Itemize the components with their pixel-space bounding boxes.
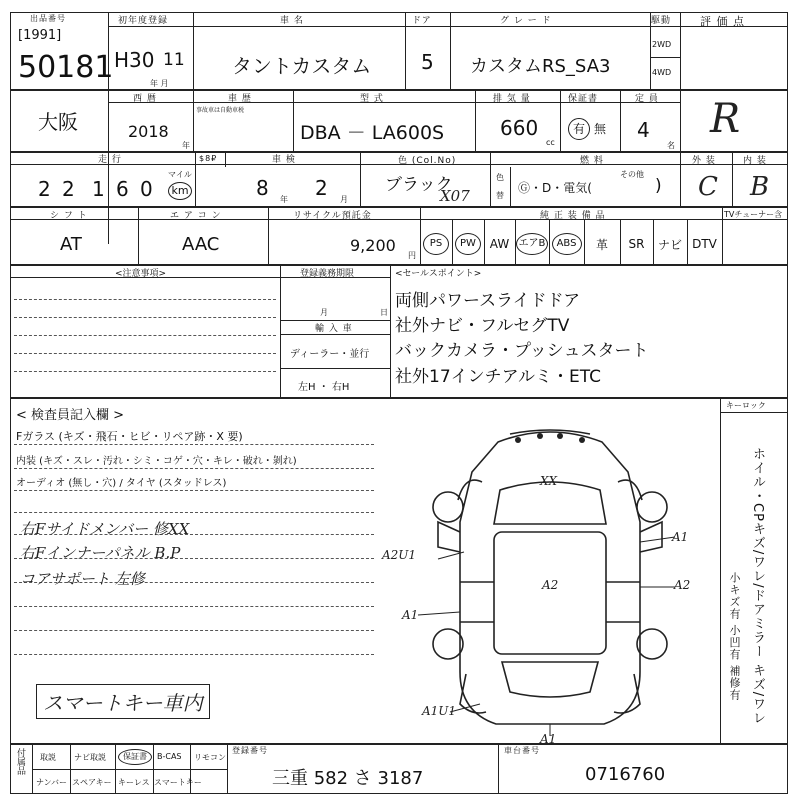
first-reg-month: 11 <box>163 50 185 70</box>
sales-point-3: バックカメラ・プッシュスタート <box>395 341 649 361</box>
equipment-aw <box>484 229 515 259</box>
inspection-year-unit: 年 <box>280 195 288 204</box>
exterior-grade: C <box>698 172 718 202</box>
inspection-caption: 車 検 <box>272 155 296 165</box>
chassis-caption: 車台番号 <box>504 746 540 755</box>
fuel-other-label: その他 <box>620 170 644 179</box>
caution-caption: <注意事項> <box>115 269 167 279</box>
acc-bcas: B-CAS <box>157 752 182 761</box>
s-caption: $8₽ <box>199 154 218 163</box>
first-reg-caption: 初年度登録 <box>118 16 169 26</box>
diagram-mark-a1-left: A1 <box>402 608 419 622</box>
inspection-year: 8 <box>256 176 269 200</box>
equipment-sr <box>620 229 653 259</box>
mileage-digit-1: 2 <box>38 177 51 201</box>
diagram-mark-xx: XX <box>540 474 558 488</box>
mileage-digit-4: 6 <box>116 177 129 201</box>
equipment-leather <box>584 229 620 259</box>
displacement-unit: cc <box>546 138 555 147</box>
displacement-caption: 排 気 量 <box>493 94 531 104</box>
auction-sheet <box>10 12 788 794</box>
hand-note-3: コアサポート 左修 <box>20 570 145 588</box>
equipment-sr-label: SR <box>628 237 645 251</box>
reg-no: 三重 582 さ 3187 <box>272 768 424 789</box>
acc-plate: ナンバー <box>36 778 68 787</box>
drive-2wd: 2WD <box>652 40 672 49</box>
acc-warranty: 保証書 <box>118 749 152 765</box>
fuel-caption: 燃 料 <box>580 156 604 166</box>
sales-point-4: 社外17インチアルミ・ETC <box>395 367 601 387</box>
grade: カスタムRS_SA3 <box>470 56 611 77</box>
diagram-mark-a1-right-top: A1 <box>672 530 689 544</box>
inspection-line-2: 内装 (キズ・スレ・汚れ・シミ・コゲ・穴・キレ・破れ・剝れ) <box>16 456 297 467</box>
aircon-caption: エ ア コ ン <box>170 211 222 221</box>
equipment-airbag-label: エアB <box>516 233 548 255</box>
warranty-no: 無 <box>594 122 607 136</box>
diagram-mark-a2-right: A2 <box>674 578 691 592</box>
shift: AT <box>60 234 82 255</box>
year-note: [1991] <box>18 28 62 43</box>
equipment-navi-label: ナビ <box>657 237 682 252</box>
accessories-caption: 付属品 <box>15 748 25 775</box>
mileage-digit-5: 0 <box>140 177 153 201</box>
first-reg-unit: 年 月 <box>150 79 169 88</box>
mileage-digit-3: 1 <box>92 177 105 201</box>
displacement: 660 <box>500 116 539 140</box>
equipment-airbag <box>515 229 549 259</box>
rating-value: R <box>710 96 741 142</box>
equipment-pw-label: PW <box>455 233 481 255</box>
color-change-1: 色 <box>496 173 504 182</box>
chassis-no: 0716760 <box>585 764 666 785</box>
car-name-caption: 車 名 <box>280 16 304 26</box>
equipment-aw-label: AW <box>489 237 510 251</box>
equipment-ps <box>420 229 452 259</box>
door-count: 5 <box>421 50 434 74</box>
equipment-abs <box>549 229 584 259</box>
registration-month: 月 <box>320 308 328 317</box>
side-note-1: ホイル・CPキズ/ワレ/ドアミラー キズ/ワレ <box>750 447 765 726</box>
reg-no-caption: 登録番号 <box>232 746 268 755</box>
fuel-options: Ⓖ・D・電気( <box>518 181 592 195</box>
registration-day: 日 <box>380 308 388 317</box>
region: 大阪 <box>38 110 78 134</box>
diagram-mark-a1-bottom: A1 <box>540 732 557 746</box>
diagram-mark-a2u1: A2U1 <box>382 548 417 562</box>
color-change-2: 替 <box>496 191 504 200</box>
diagram-mark-a2-center: A2 <box>542 578 559 592</box>
mileage-unit-mile: マイル <box>168 170 192 179</box>
history-caption: 車 歴 <box>228 94 252 104</box>
first-reg-era: H30 <box>114 48 155 72</box>
inspection-line-1: Fガラス (キズ・飛石・ヒビ・リペア跡・X 要) <box>16 430 243 443</box>
inspection-line-3: オーディオ (無し・穴) / タイヤ (スタッドレス) <box>16 478 227 489</box>
color-caption: 色 (Col.No) <box>398 156 457 166</box>
mileage-caption: 走 行 <box>98 155 122 165</box>
sales-caption: <セールスポイント> <box>395 269 482 279</box>
model-code: DBA － LA600S <box>300 122 445 144</box>
equipment-leather-label: 革 <box>595 237 608 252</box>
capacity-unit: 名 <box>667 141 675 150</box>
model-caption: 型 式 <box>360 94 384 104</box>
key-caption: キーロック <box>726 401 766 410</box>
equipment-dtv-label: DTV <box>692 237 717 251</box>
acc-manual: 取説 <box>40 753 56 762</box>
mileage-unit-km: km <box>168 182 192 200</box>
acc-remote: リモコン <box>194 753 226 762</box>
warranty-yes: 有 <box>568 118 590 140</box>
inspection-month: 2 <box>315 176 328 200</box>
capacity-caption: 定 員 <box>635 94 659 104</box>
exterior-caption: 外 装 <box>692 156 716 166</box>
grade-caption: グ レ ー ド <box>500 16 552 26</box>
rating-caption: 評 価 点 <box>700 15 745 28</box>
history-note: 事故車は自動車税 <box>196 107 245 114</box>
interior-caption: 内 装 <box>743 156 767 166</box>
color: ブラック <box>385 175 453 195</box>
acc-keyless: キーレス <box>118 778 150 787</box>
sales-point-1: 両側パワースライドドア <box>395 291 581 311</box>
import-caption: 輸 入 車 <box>315 324 353 334</box>
acc-smart-key: スマートキー <box>154 778 202 787</box>
year: 2018 <box>128 122 169 141</box>
equipment-dtv <box>687 229 722 259</box>
recycle-caption: リサイクル預託金 <box>293 211 372 221</box>
handle-side: 左H ・ 右H <box>298 382 350 393</box>
fuel-close: ) <box>655 176 662 196</box>
seireki-caption: 西 暦 <box>133 94 157 104</box>
capacity: 4 <box>637 118 650 142</box>
acc-navi-manual: ナビ取説 <box>74 753 106 762</box>
inspection-month-unit: 月 <box>340 195 348 204</box>
equipment-pw <box>452 229 484 259</box>
registration-caption: 登録義務期限 <box>300 269 355 279</box>
car-damage-diagram <box>390 412 710 742</box>
smart-key-note: スマートキー車内 <box>36 684 210 719</box>
mileage-digit-2: 2 <box>62 177 75 201</box>
recycle-unit: 円 <box>408 251 416 260</box>
color-code: X07 <box>440 187 470 205</box>
acc-spare-key: スペアキー <box>72 778 112 787</box>
drive-4wd: 4WD <box>652 68 672 77</box>
sales-point-2: 社外ナビ・フルセグTV <box>395 316 570 336</box>
inspection-caption: < 検査員記入欄 > <box>16 408 125 423</box>
warranty-caption: 保証書 <box>568 94 599 104</box>
tv-caption: TVチューナー含 <box>724 210 783 219</box>
aircon: AAC <box>182 234 220 255</box>
side-note-2: 小キズ有 小凹有 補修有 <box>728 572 741 701</box>
import-type: ディーラー・並行 <box>290 349 370 360</box>
diagram-mark-a1u1: A1U1 <box>422 704 457 718</box>
shift-caption: シ フ ト <box>50 211 88 221</box>
equipment-caption: 純 正 装 備 品 <box>540 211 606 221</box>
door-caption: ドア <box>412 16 432 26</box>
hand-note-1: 右Fサイドメンバー 修XX <box>20 520 190 538</box>
hand-note-2: 右Fインナーパネル B.P <box>20 544 181 562</box>
equipment-navi <box>653 229 687 259</box>
exhibit-number: 50181 <box>18 50 114 85</box>
recycle-amount: 9,200 <box>350 236 396 255</box>
interior-grade: B <box>750 172 770 202</box>
equipment-abs-label: ABS <box>552 233 582 255</box>
car-name: タントカスタム <box>232 54 372 78</box>
exhibit-no-caption: 出品番号 <box>30 14 66 23</box>
drive-caption: 駆動 <box>651 16 672 26</box>
year-unit: 年 <box>182 141 190 150</box>
equipment-ps-label: PS <box>423 233 449 255</box>
